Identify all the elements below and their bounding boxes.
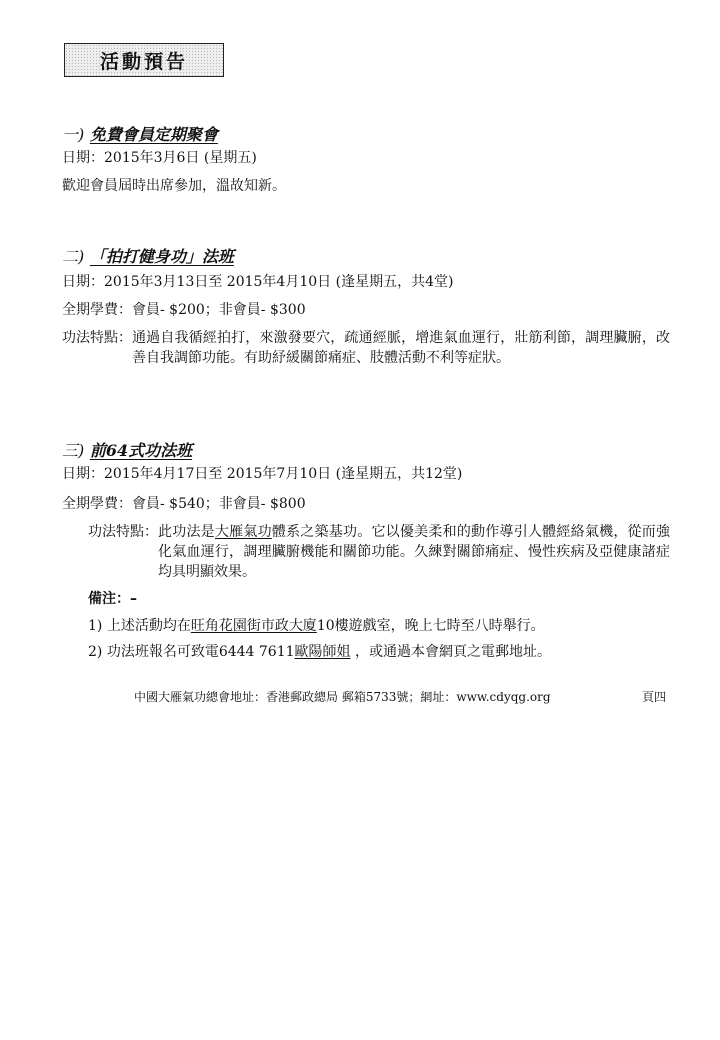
section-3-name: 前64式功法班: [89, 441, 193, 460]
section-1-message: 歡迎會員屆時出席參加，溫故知新。: [62, 178, 286, 194]
section-2-feature: [62, 328, 670, 368]
note-1-post: 10樓遊戲室，晚上七時至八時舉行。: [316, 618, 545, 634]
note-2-contact: 歐陽師姐: [294, 644, 351, 660]
footer-address: 中國大雁氣功總會地址：香港郵政總局 郵箱5733號；網址：www.cdyqg.org: [134, 690, 551, 704]
note-2-post: ，或通過本會網頁之電郵地址。: [350, 644, 551, 660]
section-3-number: 三): [62, 441, 85, 460]
section-3-feature-post: 體系之築基功。它以優美柔和的動作導引人體經絡氣機，從而強化氣血運行，調理臟腑機能和關節功能。久練對關節痛症、慢性疾病及亞健康諸症均具明顯效果。: [158, 524, 671, 580]
note-2: [88, 642, 551, 662]
section-3-feature-text: [158, 522, 670, 582]
note-1: [88, 616, 545, 636]
section-3-feature: [88, 522, 670, 582]
section-2-feature-label: 功法特點：: [62, 330, 132, 346]
section-3-fee: 全期學費：會員- $540；非會員- $800: [62, 496, 306, 512]
section-3-date: 日期：2015年4月17日至 2015年7月10日 (逢星期五，共12堂): [62, 466, 463, 482]
section-1-name: 免費會員定期聚會: [89, 125, 218, 144]
section-2-name: 「拍打健身功」法班: [89, 247, 234, 266]
section-1-date: 日期：2015年3月6日 (星期五): [62, 150, 257, 166]
section-3-feature-pre: 此功法是: [158, 524, 215, 540]
section-2-number: 二): [62, 247, 85, 266]
section-1-heading: [62, 122, 218, 145]
note-2-pre: 2) 功法班報名可致電6444 7611: [88, 644, 295, 660]
note-1-venue: 旺角花園街市政大廈: [190, 618, 317, 634]
section-2-feature-text: 通過自我循經拍打，來激發要穴，疏通經脈，增進氣血運行，壯筋利節，調理臟腑，改善自我調節功能。有助紓緩關節痛症、肢體活動不利等症狀。: [132, 330, 670, 366]
page-title: 活動預告: [64, 43, 224, 77]
section-3-heading: [62, 438, 192, 461]
dayan-qigong-term: 大雁氣功: [214, 524, 272, 540]
section-2-heading: [62, 244, 234, 267]
section-2-fee: 全期學費：會員- $200；非會員- $300: [62, 302, 306, 318]
note-1-pre: 1) 上述活動均在: [88, 618, 191, 634]
section-3-feature-label: 功法特點：: [88, 524, 158, 540]
section-2-date: 日期：2015年3月13日至 2015年4月10日 (逢星期五，共4堂): [62, 274, 454, 290]
section-1-number: 一): [62, 125, 85, 144]
footer-page-number: 頁四: [642, 690, 667, 704]
notes-title: 備注：–: [88, 591, 137, 607]
